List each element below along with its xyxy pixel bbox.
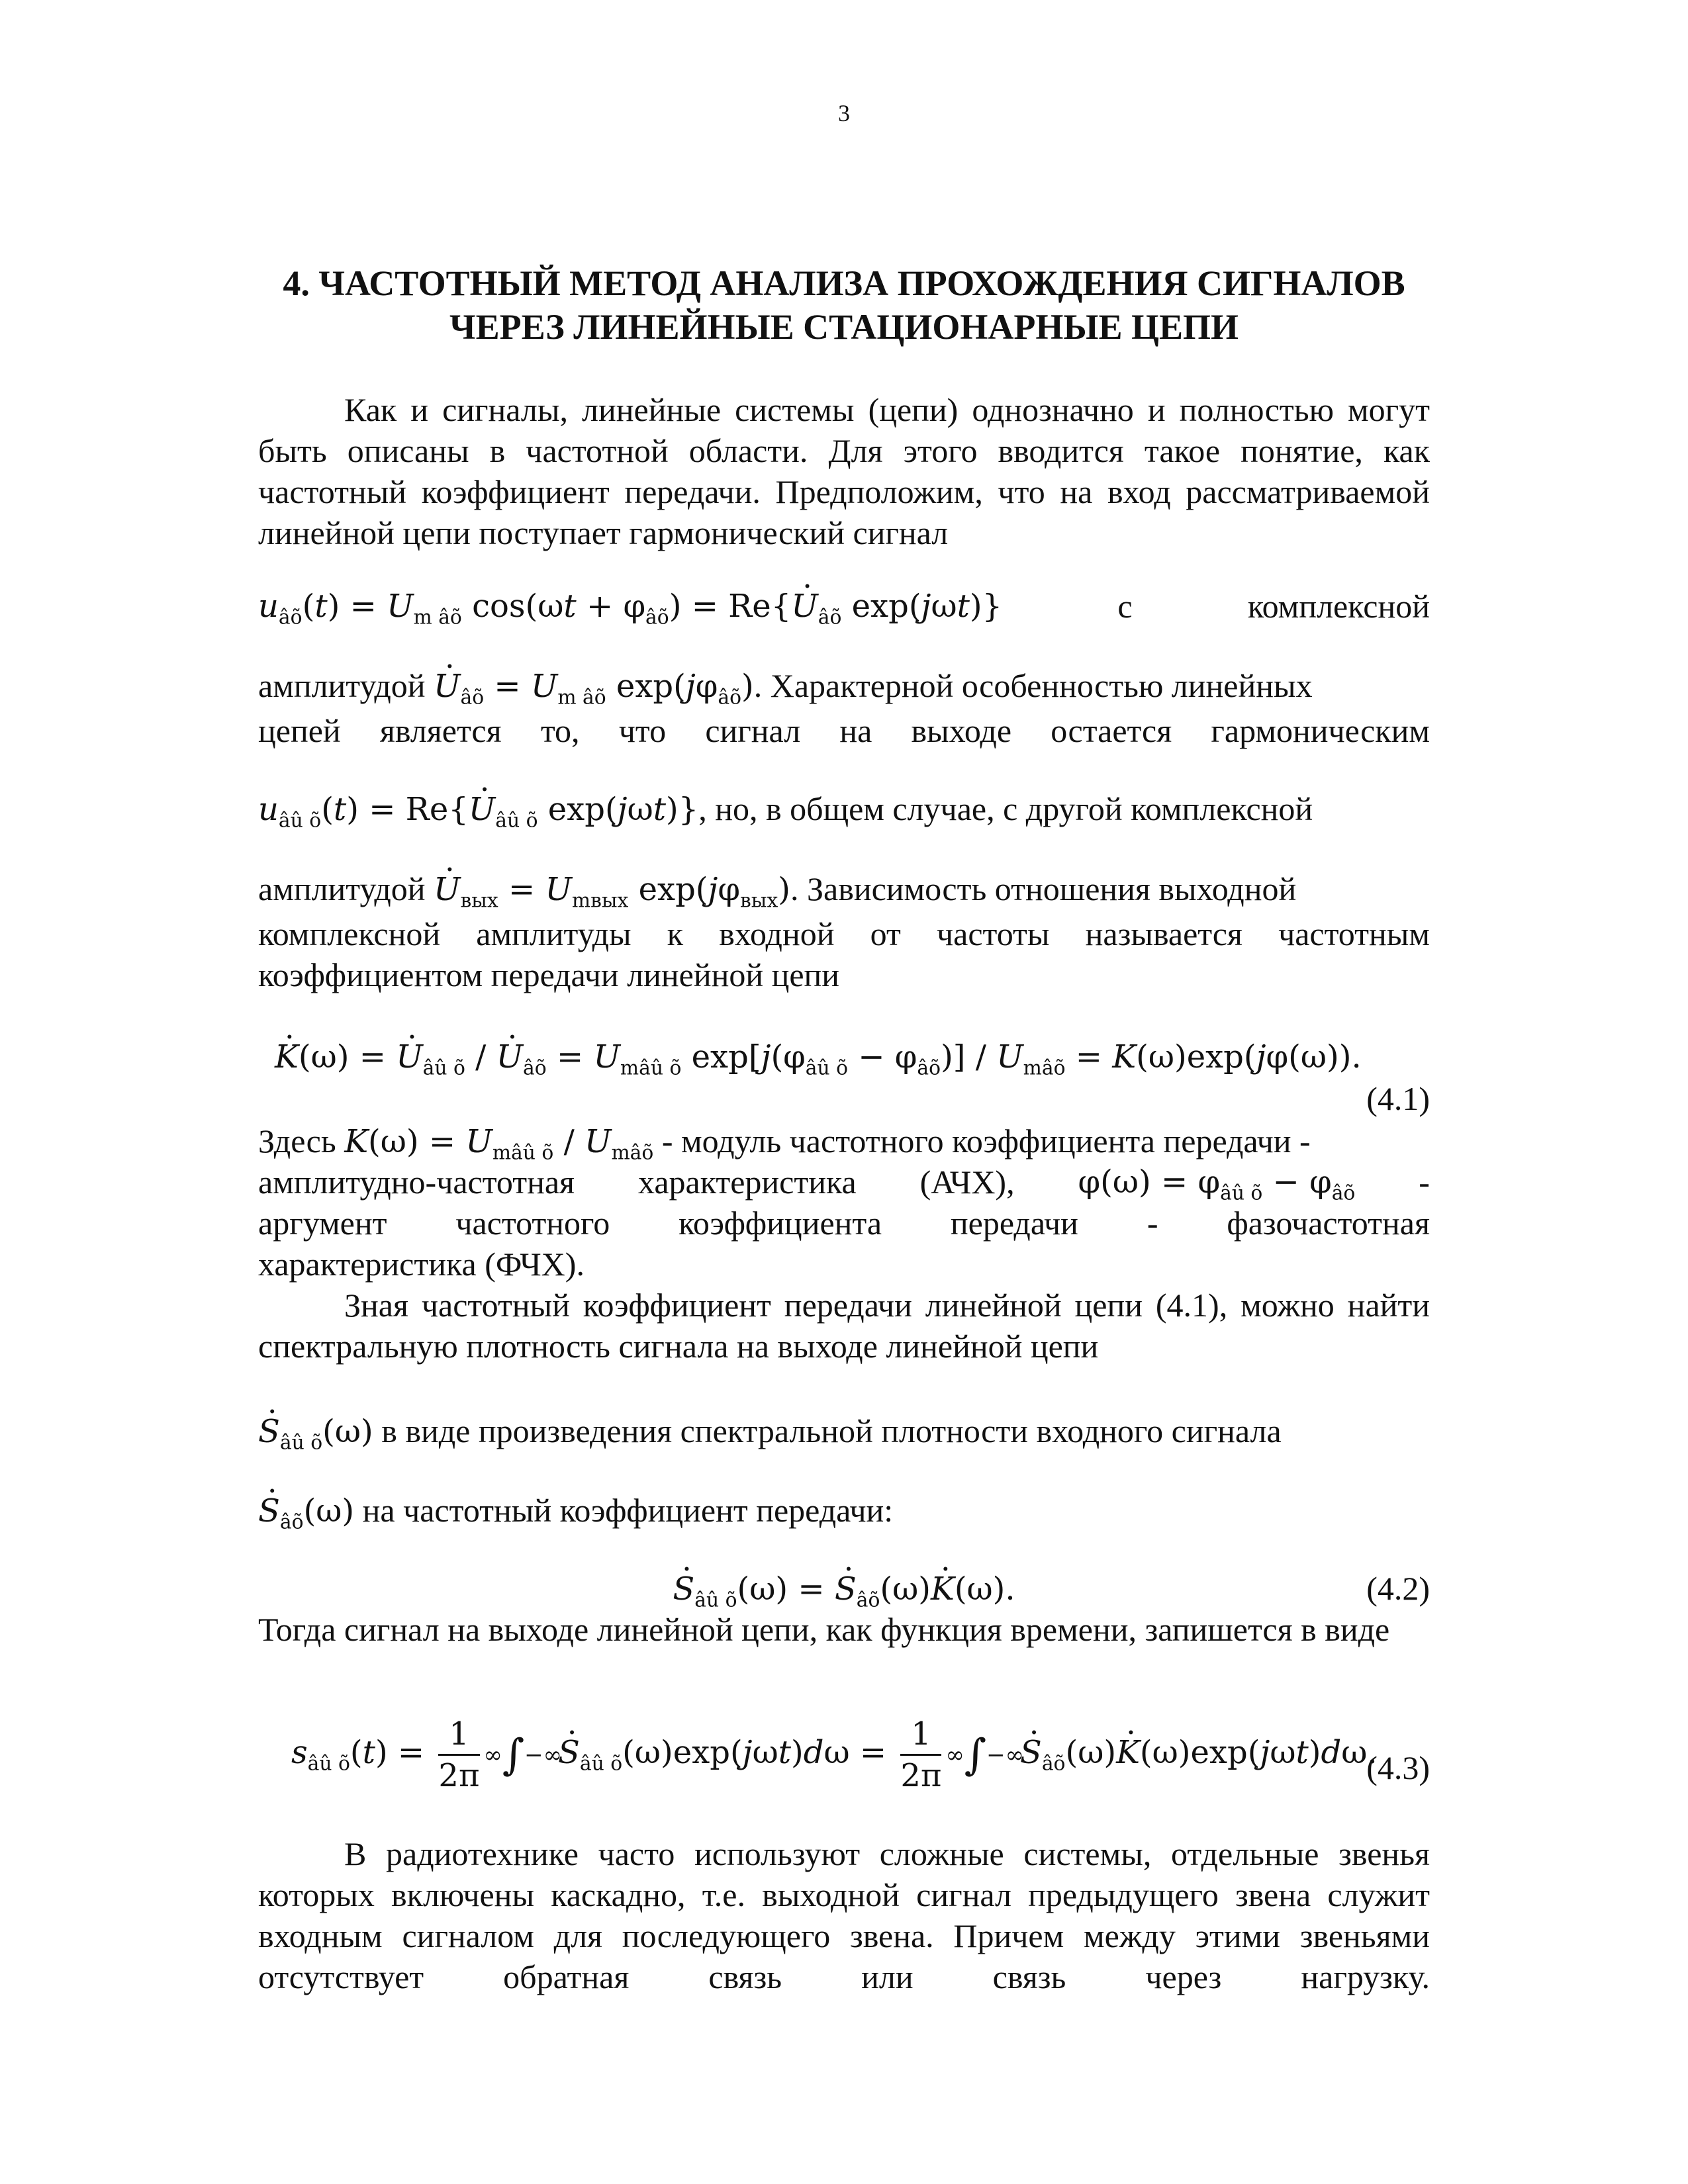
formula-output-amplitude: . $U_{вых} = U_{mвых}$ $\exp(j\varphi_{вых})$ [434,871,790,908]
formula-input-signal: $u_{âõ}(t) = U_{m âõ}$ $\cos(\omega t + \varphi_{âõ}) = Re${. $U_{âõ}$ exp(jωt)} [258,586,1002,627]
paragraph-knowing: Зная частотный коэффициент передачи линейной цепи (4.1), можно найти спектральную плотность сигнала на выходе линейной цепи [258,1287,1430,1365]
formula-input-spectrum: . $S_{âõ}(\omega)$ [258,1492,354,1529]
equation-number-4-1: (4.1) [1366,1080,1430,1117]
paragraph-radio: В радиотехнике часто используют сложные системы, отдельные звенья которых включены каскадно, т.е. выходной сигнал предыдущего звена служит входным сигналом для последующего звена. Причем между этими звеньями отсутствует обратная связь или связь через нагрузку. [258,1835,1430,1995]
line-achx: амплитудно-частотная характеристика (АЧХ), $\varphi(\omega) = \varphi_{âû õ} - \varphi_{âõ}$ - [258,1161,1430,1203]
paragraph-ratio: комплексной амплитуды к входной от частоты называется частотным коэффициентом передачи линейной цепи [258,915,1430,993]
chapter-title [199,261,1489,349]
line-fchx: характеристика (ФЧХ). [258,1246,585,1283]
title-line-1: 4. ЧАСТОТНЫЙ МЕТОД АНАЛИЗА ПРОХОЖДЕНИЯ СИГНАЛОВ [283,263,1405,303]
line-output-spectrum: . $S_{âû õ}(\omega)$ в виде произведения спектральной плотности входного сигнала [258,1410,1430,1452]
formula-transfer-coefficient: . K(ω) = . $U_{âû õ}$ / . $U_{âõ} = U_{mâû õ}$ $\exp[j(\varphi_{âû õ} - \varphi_{âõ})] / U_{mâõ} = K(\omega)\exp(j\varphi(\omega))$. [275,1038,1362,1075]
formula-phase-response: $\varphi(\omega) = \varphi_{âû õ} - \varphi_{âõ}$ [1078,1163,1356,1205]
title-line-2: ЧЕРЕЗ ЛИНЕЙНЫЕ СТАЦИОНАРНЫЕ ЦЕПИ [449,307,1239,347]
line-amplitude-1: амплитудой . $U_{âõ} = U_{m âõ}$ $\exp(j\varphi_{âõ})$. Характерной особенностью линейных [258,665,1430,707]
line-amplitude-2: амплитудой . $U_{вых} = U_{mвых}$ $\exp(j\varphi_{вых})$. Зависимость отношения выходной [258,868,1430,910]
equation-number-4-2: (4.2) [1366,1570,1430,1607]
formula-output-signal: $u_{âû õ}(t) = Re${. $U_{âû õ}$ exp(jωt)} [258,791,698,828]
formula-spectrum-product: . $S_{âû õ}(\omega)$ = . $S_{âõ}(\omega)$. K(ω). [673,1570,1015,1608]
equation-4-1 [275,1036,1446,1080]
formula-input-amplitude: . $U_{âõ} = U_{m âõ}$ $\exp(j\varphi_{âõ})$ [434,668,754,705]
line-input-signal [258,586,1430,627]
text-complex: комплексной [1247,588,1430,625]
line-circuits: цепей является то, что сигнал на выходе остается гармоническим [258,712,1430,749]
equation-4-2 [258,1568,1430,1610]
equation-number-4-3: (4.3) [1366,1749,1430,1786]
line-input-spectrum: . $S_{âõ}(\omega)$ на частотный коэффициент передачи: [258,1490,1430,1531]
equation-4-3 [291,1714,1463,1796]
page-number: 3 [838,100,850,126]
paragraph-intro: Как и сигналы, линейные системы (цепи) однозначно и полностью могут быть описаны в частотной области. Для этого вводится такое понятие, как частотный коэффициент передачи. Предположим, что на вход рассматриваемой линейной цепи поступает гармонический сигнал [258,391,1430,551]
text-c: с [1117,588,1133,625]
paragraph-then: Тогда сигнал на выходе линейной цепи, как функция времени, запишется в виде [258,1611,1390,1648]
line-here: Здесь $K(\omega) = U_{mâû õ} / U_{mâõ}$ - модуль частотного коэффициента передачи - [258,1122,1311,1165]
line-output-signal: $u_{âû õ}(t) = Re${. $U_{âû õ}$ exp(jωt)}, но, в общем случае, с другой комплексной [258,788,1430,830]
line-argument: аргумент частотного коэффициента передачи - фазочастотная [258,1205,1430,1242]
formula-output-spectrum: . $S_{âû õ}(\omega)$ [258,1413,373,1450]
formula-inverse-transform: $s_{âû õ}(t)$ = $\frac{1}{2\pi}$ ∞∫−∞. $S_{âû õ}(\omega)\exp(j\omega t)d\omega$ = $\frac{1}{2\pi}$ ∞∫−∞. $S_{âõ}(\omega)$. K(ω)exp(jωt)dω. [291,1734,1378,1771]
formula-amplitude-response: $K(\omega) = U_{mâû õ} / U_{mâõ}$ [344,1123,654,1165]
